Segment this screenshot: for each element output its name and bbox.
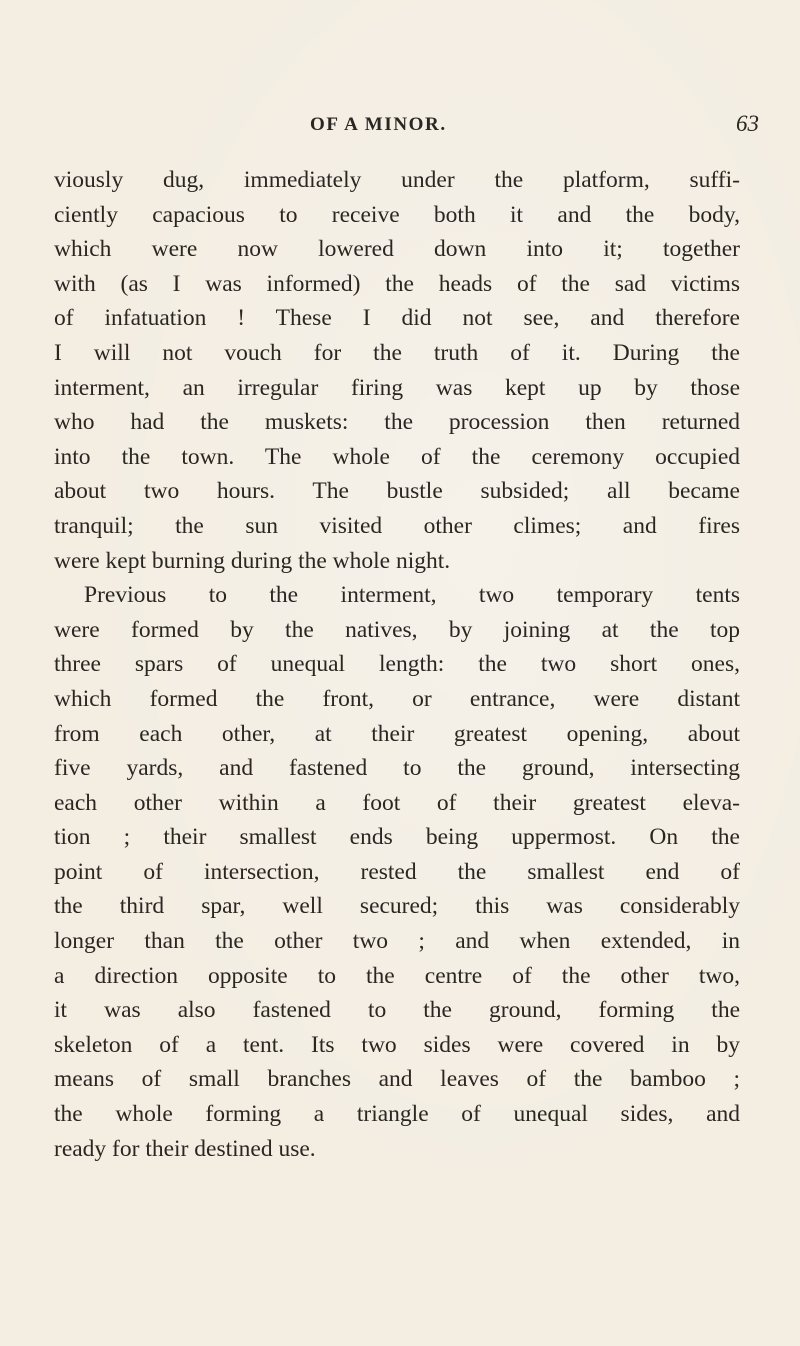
text-line: of infatuation ! These I did not see, and therefore: [54, 305, 740, 332]
text-line: a direction opposite to the centre of the other two,: [54, 962, 740, 989]
text-line: from each other, at their greatest opening, about: [54, 720, 740, 747]
text-line: the whole forming a triangle of unequal sides, and: [54, 1101, 740, 1128]
text-line: skeleton of a tent. Its two sides were covered in by: [54, 1031, 740, 1058]
page-number: 63: [736, 111, 759, 136]
text-line: viously dug, immediately under the platform, suffi-: [54, 167, 740, 193]
text-line: I will not vouch for the truth of it. During the: [54, 339, 740, 366]
text-line: each other within a foot of their greatest eleva-: [54, 789, 740, 816]
text-line: who had the muskets: the procession then returned: [54, 409, 740, 436]
text-line: means of small branches and leaves of the bamboo ;: [54, 1066, 740, 1093]
text-line: were formed by the natives, by joining at the top: [54, 616, 740, 643]
running-title: OF A MINOR.: [310, 114, 447, 135]
text-line: which were now lowered down into it; together: [54, 236, 740, 263]
text-line: three spars of unequal length: the two short ones,: [54, 651, 740, 678]
text-line: tranquil; the sun visited other climes; and fires: [54, 512, 740, 539]
running-head: [0, 111, 800, 144]
text-line: longer than the other two ; and when extended, in: [54, 928, 740, 955]
text-line: tion ; their smallest ends being uppermost. On the: [54, 824, 740, 851]
text-line: the third spar, well secured; this was considerably: [54, 893, 740, 920]
text-line: five yards, and fastened to the ground, intersecting: [54, 755, 740, 782]
text-line: Previous to the interment, two temporary tents: [84, 582, 740, 609]
text-line: point of intersection, rested the smallest end of: [54, 858, 740, 885]
text-line: were kept burning during the whole night.: [54, 547, 451, 574]
text-line: about two hours. The bustle subsided; all became: [54, 478, 740, 505]
text-line: it was also fastened to the ground, forming the: [54, 997, 740, 1024]
text-line: into the town. The whole of the ceremony occupied: [54, 443, 740, 470]
body-text: [54, 163, 740, 1166]
text-line: which formed the front, or entrance, were distant: [54, 685, 740, 712]
text-line: ready for their destined use.: [54, 1135, 316, 1162]
text-line: with (as I was informed) the heads of the sad victims: [54, 270, 740, 297]
text-line: interment, an irregular firing was kept up by those: [54, 374, 740, 401]
text-line: ciently capacious to receive both it and the body,: [54, 201, 740, 228]
